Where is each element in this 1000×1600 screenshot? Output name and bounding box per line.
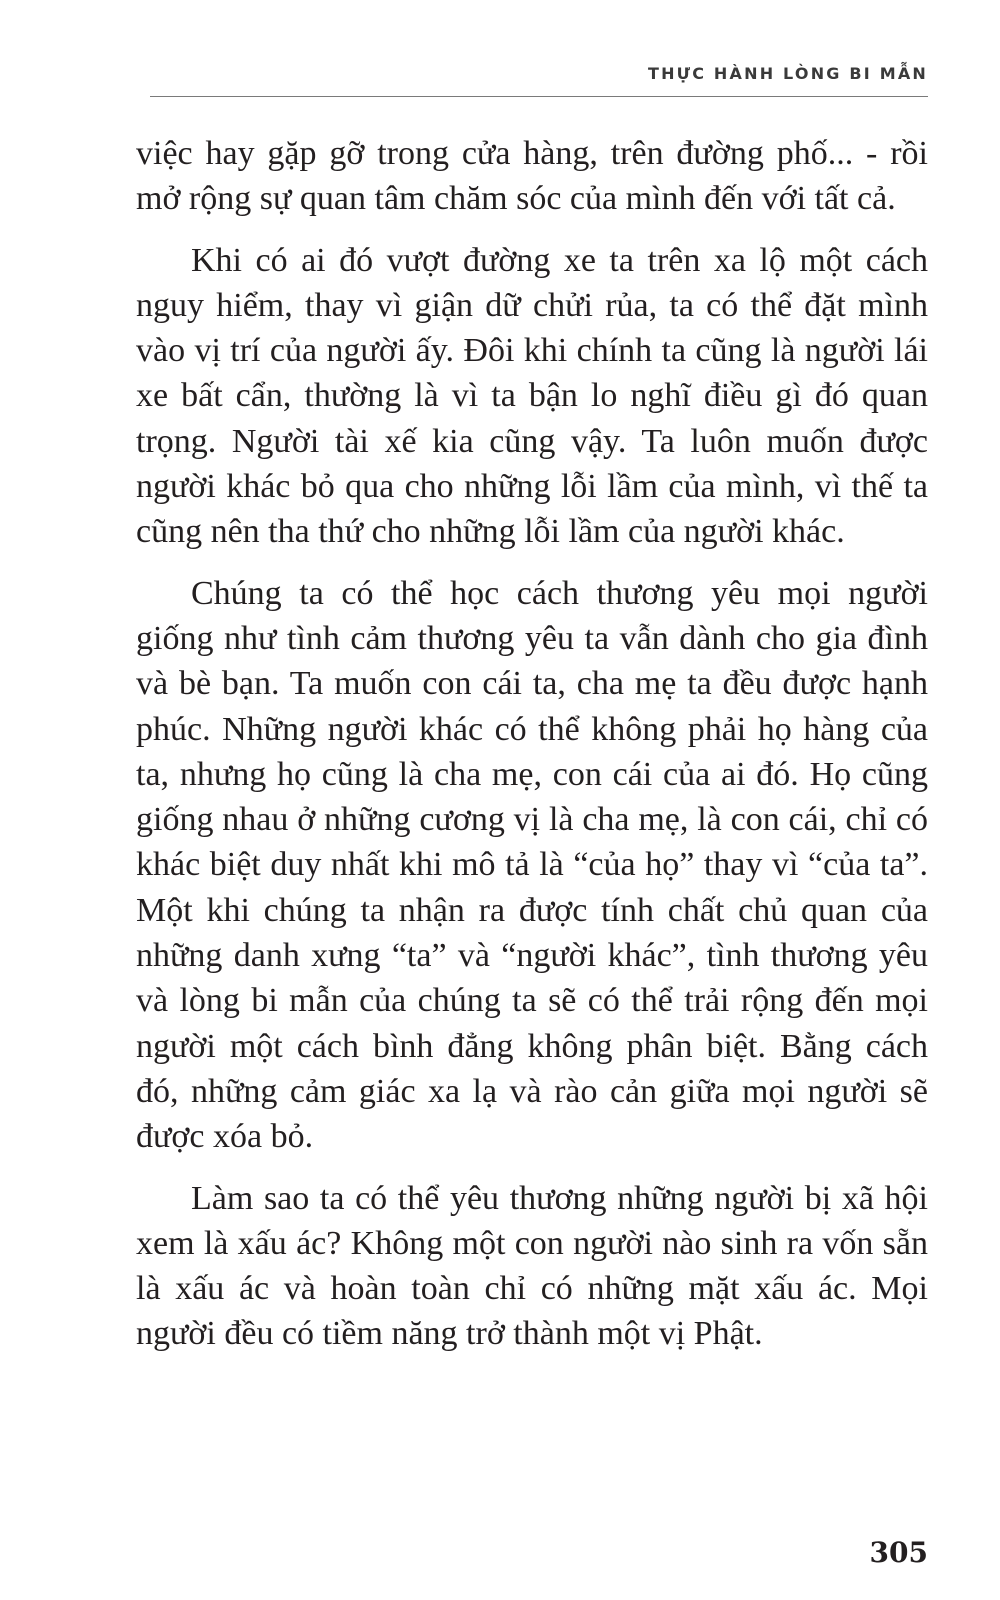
page-body [136, 131, 928, 1373]
page-number: 305 [869, 1536, 928, 1569]
running-header [150, 58, 928, 97]
paragraph: Chúng ta có thể học cách thương yêu mọi người giống như tình cảm thương yêu ta vẫn dành cho gia đình và bè bạn. Ta muốn con cái ta, cha mẹ ta đều được hạnh phúc. Những người khác có thể không phải họ hàng của ta, nhưng họ cũng là cha mẹ, con cái của ai đó. Họ cũng giống nhau ở những cương vị là cha mẹ, là con cái, chỉ có khác biệt duy nhất khi mô tả là “của họ” thay vì “của ta”. Một khi chúng ta nhận ra được tính chất chủ quan của những danh xưng “ta” và “người khác”, tình thương yêu và lòng bi mẫn của chúng ta sẽ có thể trải rộng đến mọi người một cách bình đẳng không phân biệt. Bằng cách đó, những cảm giác xa lạ và rào cản giữa mọi người sẽ được xóa bỏ. [136, 574, 928, 1156]
paragraph: Làm sao ta có thể yêu thương những người bị xã hội xem là xấu ác? Không một con người nào sinh ra vốn sẵn là xấu ác và hoàn toàn chỉ có những mặt xấu ác. Mọi người đều có tiềm năng trở thành một vị Phật. [136, 1179, 928, 1353]
paragraph-continuation: việc hay gặp gỡ trong cửa hàng, trên đường phố... - rồi mở rộng sự quan tâm chăm sóc của mình đến với tất cả. [136, 135, 928, 218]
running-title: THỰC HÀNH LÒNG BI MẪN [647, 64, 928, 83]
paragraph: Khi có ai đó vượt đường xe ta trên xa lộ một cách nguy hiểm, thay vì giận dữ chửi rủa, ta có thể đặt mình vào vị trí của người ấy. Đôi khi chính ta cũng là người lái xe bất cẩn, thường là vì ta bận lo nghĩ điều gì đó quan trọng. Người tài xế kia cũng vậy. Ta luôn muốn được người khác bỏ qua cho những lỗi lầm của mình, vì thế ta cũng nên tha thứ cho những lỗi lầm của người khác. [136, 241, 928, 551]
